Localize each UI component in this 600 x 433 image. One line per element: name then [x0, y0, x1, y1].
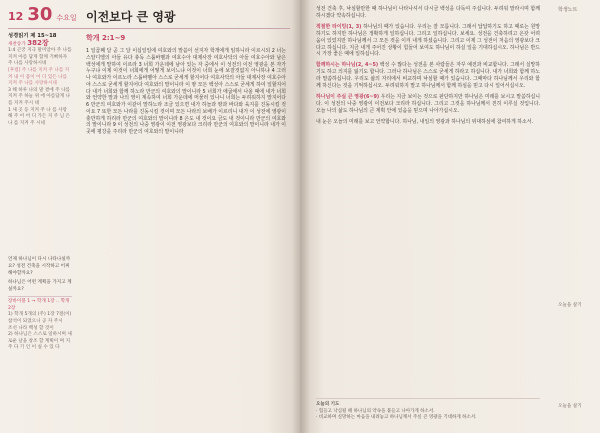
- section-text: 우리는 지금 보이는 것으로 판단하지만 하나님은 미래를 보시고 말씀하십니다. 이 성전의 나중 영광이 이전보다 크리라 하십니다. 그리고 그것을 하나님께서 친히 이루실 것입니다. 오늘 나의 삶도 하나님의 큰 계획 안에 있음을 믿으며 나아가십시오.: [316, 93, 540, 114]
- hymn-label: 새찬송가: [8, 41, 26, 47]
- section-heading: 적절한 타이밍(1, 3): [316, 23, 362, 30]
- scripture-reference: 학개 2:1~9: [86, 34, 126, 42]
- right-side-label: 오늘을 살기: [558, 303, 582, 308]
- commentary-section-3: [316, 94, 540, 115]
- scripture-passage: [86, 33, 286, 136]
- section-text: 백성 수 많다는 성전을 본 사람들은 자꾸 예전과 비교합니다. 그래서 실망하기도 하고 의지를 잃기도 합니다. 그러나 하나님은 스스로 굳세게 하라고 하십니다. 내가 너희와 함께 하노라 말씀하십니다. 우리도 삶의 자리에서 비교하며 낙심할 때가 있습니다. 그때마다 하나님께서 우리와 함께 하신다는 것을 기억하십시오. 두려워하지 말고 하나님께서 함께 하심을 믿고 다시 일어서십시오.: [316, 62, 540, 90]
- month-number: 12: [8, 10, 24, 23]
- section-text: 하나님의 때가 있습니다. 우리는 잘 모릅니다. 그래서 답답하기도 하고 때로는 원망하기도 하지만 하나님은 정확하게 일하십니다. 그리고 일하십니다. 보세요. 성전을 건축하려고 온갖 어려움이 있었지만 하나님께서 그 모든 것을 이겨 내게 하셨습니다. 그리고 이제 그 성전이 처음의 영광보다 크다고 하십니다. 지금 내게 주어진 상황이 힘들어 보여도 하나님이 하실 일을 기대하십시오. 하나님은 반드시 가장 좋은 때에 일하십니다.: [316, 23, 541, 58]
- reflection-question-2: 하나님은 어떤 계획을 가지고 계실까요?: [8, 280, 72, 292]
- reading-scope: 성경읽기 제 15~18: [8, 33, 57, 39]
- commentary-intro: 성전 건축 후, 낙심할만한 때 하나님이 나타나셔서 다시금 백성을 다독여 주십니다. 두려워 말라시며 함께하시겠다 약속하십니다.: [316, 6, 540, 19]
- reflection-question: 언제 하나님이 다시 나타나실까요? 성전 건축을 시작하고 어찌 해야할까요?: [8, 257, 71, 276]
- left-sidebar: [8, 33, 72, 352]
- commentary-section-2: [316, 62, 540, 90]
- section-heading: 하나님이 주실 큰 영광(6~9): [316, 93, 380, 100]
- reading-plan-title: 장바이블 1 → 학개 1장 ‥ 학개 2장: [8, 299, 70, 311]
- date-header: [8, 4, 77, 25]
- scripture-text: 1 일곱째 달 곧 그 달 이십일일에 여호와의 말씀이 선지자 학개에게 임하니라 이르시되 2 너는 스알디엘의 아들 유다 총독 스룹바벨과 여호수아 대제사장 여호사닥의 아들 여호수아와 남은 백성에게 말하여 이르라 3 너희 가운데에 남아 있는 자 중에서 이 성전의 이전 영광을 본 자가 누구냐 이제 이것이 너희에게 어떻게 보이느냐 이것이 너희 눈에 보잘것없지 아니하냐 4 그러나 여호와가 이르노라 스룹바벨아 스스로 굳세게 할지어다 여호사닥의 아들 대제사장 여호수아야 스스로 굳세게 할지어다 여호와의 말이니라 이 땅 모든 백성아 스스로 굳세게 하여 일할지어다 내가 너희와 함께 하노라 만군의 여호와의 말이니라 5 너희가 애굽에서 나올 때에 내가 너희와 언약한 말과 나의 영이 계속하여 너희 가운데에 머물러 있나니 너희는 두려워하지 말지어다 6 만군의 여호와가 이같이 말하노라 조금 있으면 내가 하늘과 땅과 바다와 육지를 진동시킬 것이요 7 또한 모든 나라를 진동시킬 것이며 모든 나라의 보배가 이르리니 내가 이 성전에 영광이 충만하게 하리라 만군의 여호와의 말이니라 8 은도 내 것이요 금도 내 것이니라 만군의 여호와의 말이니라 9 이 성전의 나중 영광이 이전 영광보다 크리라 만군의 여호와의 말이니라 내가 이 곳에 평강을 주리라 만군의 여호와의 말이니라: [86, 48, 286, 135]
- hymn-note-2: [후렴] 주 나를 지켜 주 나를 지켜 내 이 몸이 어 디 있든 나를 지켜 주 나를 사랑하시네: [8, 67, 70, 87]
- hymn-note-4: 1 새 곳 등 지켜 주 나 를 사랑 해 주 어 어 디 가든 지 주 님 은 나 를 지켜 주 시네: [8, 107, 70, 126]
- prayer-line-1: · 힘들고 낙심될 때 하나님의 약속을 붙들고 나아가게 하소서.: [316, 408, 435, 414]
- reading-plan-line-3: 2) 하나님은 스스로 일하시며 새로운 날을 창조 할 계획이 며 지 주 다 기 인 이 실 수 있 다: [8, 332, 72, 351]
- reading-plan-box: [8, 296, 72, 352]
- prayer-box: [316, 398, 540, 422]
- reading-plan-line-1: 1) 학개 5개의 (주) 1장 7절(이) 참석이 되었으니 공 자 주시: [8, 312, 72, 325]
- hymn-number: 382장: [27, 38, 49, 47]
- hymn-note-1: 1:4 곤궁 지극 말미암아 주 나를 지켜 아름 답게 함께 기뻐하자 주 나를 사랑하시네: [8, 48, 72, 67]
- right-page-header: 학생노트: [558, 7, 578, 13]
- prayer-line-2: · 비교하며 실망하는 마음을 내려놓고 하나님께서 주실 큰 영광을 기대하게 하소서.: [316, 415, 477, 421]
- header-rule: [8, 28, 290, 29]
- right-footer: 오늘을 살기: [558, 404, 582, 409]
- prayer-label: 오늘의 기도: [316, 402, 340, 407]
- right-page: [300, 0, 600, 433]
- commentary-section-1: [316, 24, 540, 59]
- section-heading: 함께하시는 하나님(2, 4~5): [316, 62, 379, 69]
- hymn-line: [8, 40, 72, 49]
- hymn-note-3: 3 해 하루 나의 말 곁에 주 나를 지켜 주 하늘 위 에 아름답게 나를 지켜 주시 네: [8, 87, 71, 106]
- weekday-label: 수요일: [56, 14, 77, 22]
- day-number: 30: [27, 4, 53, 25]
- commentary: [316, 6, 540, 130]
- commentary-closing: 내 눈은 오늘의 미래를 보고 언약합니다. 하나님, 내일의 영광과 하나님의 위대하심에 참여하게 하소서.: [316, 118, 534, 125]
- reading-plan-line-2: 조선 나라 백성 할 것이: [8, 325, 54, 331]
- page-title: 이전보다 큰 영광: [86, 10, 176, 24]
